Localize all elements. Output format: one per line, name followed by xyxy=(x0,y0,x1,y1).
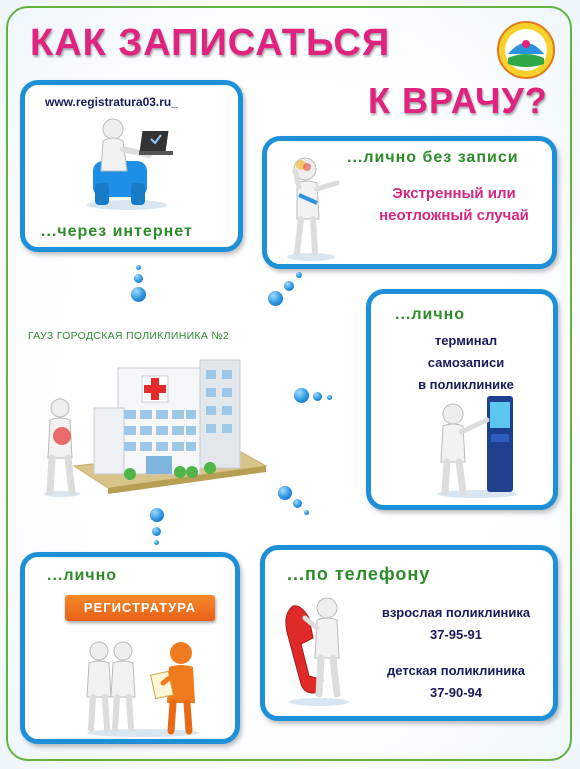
bubble-decoration xyxy=(293,499,302,508)
walk-in-emergency-card xyxy=(262,136,557,269)
people-at-registry-icon xyxy=(79,637,209,739)
phone-numbers xyxy=(361,602,551,704)
child-clinic-number[interactable]: 37-90-94 xyxy=(429,685,483,700)
person-headache-icon xyxy=(277,153,347,263)
registration-url[interactable]: www.registratura03.ru_ xyxy=(45,95,178,109)
clinic-logo-icon xyxy=(496,20,556,80)
adult-clinic-number[interactable]: 37-95-91 xyxy=(429,627,483,642)
adult-clinic-label: взрослая поликлиника xyxy=(381,605,531,620)
bubble-decoration xyxy=(296,272,302,278)
internet-card xyxy=(20,80,243,252)
phone-card xyxy=(260,545,558,721)
terminal-line-1: терминал xyxy=(434,333,498,348)
person-at-laptop-icon xyxy=(75,113,185,213)
phone-label: ...по телефону xyxy=(287,564,431,584)
terminal-line-2: самозаписи xyxy=(427,355,505,370)
bubble-decoration xyxy=(327,395,332,400)
bubble-decoration xyxy=(278,486,292,500)
bubble-decoration xyxy=(284,281,294,291)
bubble-decoration xyxy=(268,291,283,306)
terminal-line-3: в поликлинике xyxy=(418,377,514,392)
registry-banner: РЕГИСТРАТУРА xyxy=(65,595,215,621)
terminal-description xyxy=(391,330,541,396)
emergency-note xyxy=(359,183,549,227)
bubble-decoration xyxy=(304,510,309,515)
walk-in-label: ...лично без записи xyxy=(347,149,519,166)
phone-spacer xyxy=(361,646,551,660)
person-at-kiosk-icon xyxy=(427,392,527,500)
hospital-building-icon xyxy=(34,348,270,500)
person-with-phone-icon xyxy=(279,588,359,708)
internet-label: ...через интернет xyxy=(41,223,193,240)
registry-card xyxy=(20,552,240,744)
bubble-decoration xyxy=(150,508,164,522)
registry-label: ...лично xyxy=(47,567,118,584)
clinic-name: ГАУЗ ГОРОДСКАЯ ПОЛИКЛИНИКА №2 xyxy=(28,330,230,342)
bubble-decoration xyxy=(154,540,159,545)
bubble-decoration xyxy=(152,527,161,536)
title-line-2: К ВРАЧУ? xyxy=(368,80,548,121)
bubble-decoration xyxy=(134,274,143,283)
terminal-label: ...лично xyxy=(395,306,466,323)
child-clinic-label: детская поликлиника xyxy=(387,663,525,678)
self-service-terminal-card xyxy=(366,289,558,510)
bubble-decoration xyxy=(294,388,309,403)
bubble-decoration xyxy=(313,392,322,401)
bubble-decoration xyxy=(131,287,146,302)
title-line-1: КАК ЗАПИСАТЬСЯ xyxy=(30,22,391,64)
bubble-decoration xyxy=(136,265,141,270)
emergency-note-line-2: неотложный случай xyxy=(379,207,529,224)
emergency-note-line-1: Экстренный или xyxy=(392,185,516,202)
